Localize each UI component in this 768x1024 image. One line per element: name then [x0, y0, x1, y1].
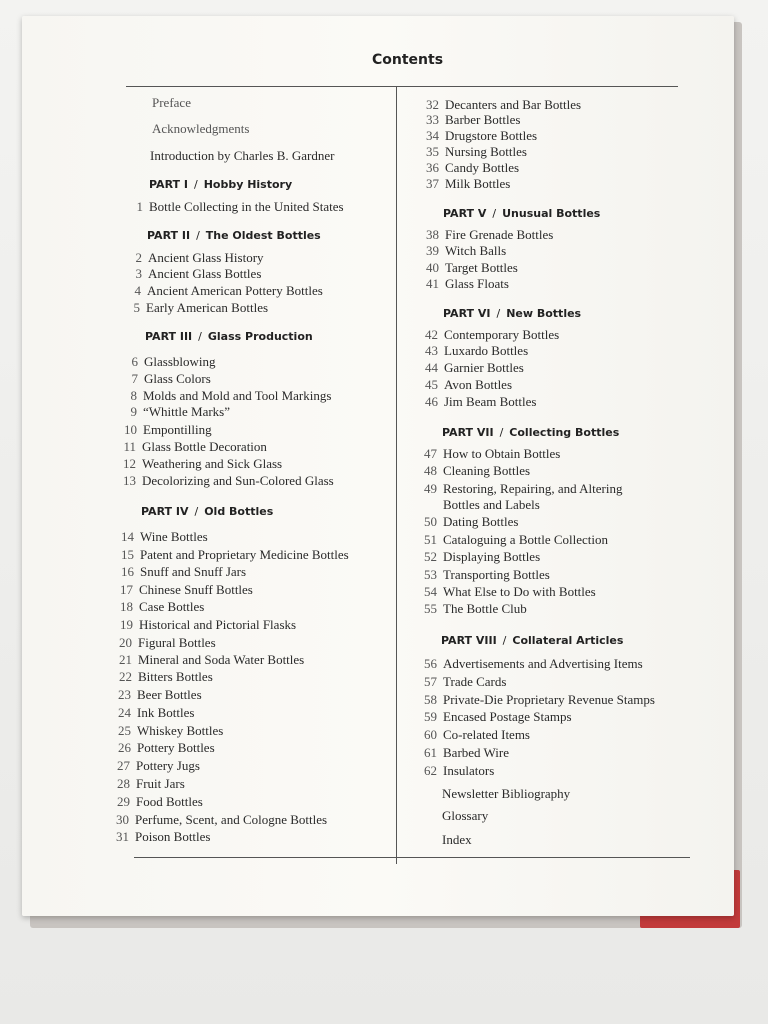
toc-chapter: Bottles and Labels — [443, 497, 540, 512]
toc-chapter: 26 Pottery Bottles — [118, 740, 215, 755]
toc-chapter: 45 Avon Bottles — [425, 377, 513, 392]
toc-chapter: 32 Decanters and Bar Bottles — [426, 97, 582, 112]
toc-chapter: 38 Fire Grenade Bottles — [426, 227, 554, 242]
toc-chapter: 9 “Whittle Marks” — [130, 404, 230, 419]
toc-chapter: 31 Poison Bottles — [116, 829, 211, 844]
part-heading: PART VI / New Bottles — [443, 307, 582, 320]
page-title: Contents — [372, 52, 444, 68]
toc-chapter: 7 Glass Colors — [131, 371, 211, 386]
part-heading: PART III / Glass Production — [145, 330, 313, 343]
toc-chapter: 52 Displaying Bottles — [424, 549, 541, 564]
toc-chapter: 17 Chinese Snuff Bottles — [120, 582, 253, 597]
toc-chapter: 58 Private-Die Proprietary Revenue Stamps — [424, 692, 655, 707]
toc-chapter: 47 How to Obtain Bottles — [424, 446, 561, 461]
toc-chapter: 36 Candy Bottles — [426, 160, 520, 175]
toc-chapter: 34 Drugstore Bottles — [426, 128, 538, 143]
toc-chapter: 19 Historical and Pictorial Flasks — [120, 617, 297, 632]
toc-chapter: 2 Ancient Glass History — [135, 250, 264, 265]
toc-chapter: 11 Glass Bottle Decoration — [123, 439, 267, 454]
toc-front-preface: Preface — [152, 95, 191, 110]
part-heading: PART IV / Old Bottles — [141, 505, 274, 518]
toc-front-introduction: Introduction by Charles B. Gardner — [150, 148, 335, 163]
toc-back-glossary: Glossary — [442, 808, 489, 823]
toc-chapter: 59 Encased Postage Stamps — [424, 709, 572, 724]
toc-chapter: 48 Cleaning Bottles — [424, 463, 531, 478]
toc-chapter: 40 Target Bottles — [426, 260, 518, 275]
toc-chapter: 61 Barbed Wire — [424, 745, 510, 760]
bottom-rule — [134, 857, 690, 858]
toc-chapter: 25 Whiskey Bottles — [118, 723, 224, 738]
toc-chapter: 21 Mineral and Soda Water Bottles — [119, 652, 305, 667]
toc-chapter: 29 Food Bottles — [117, 794, 203, 809]
toc-chapter: 46 Jim Beam Bottles — [425, 394, 537, 409]
toc-chapter: 15 Patent and Proprietary Medicine Bottles — [121, 547, 349, 562]
part-heading: PART V / Unusual Bottles — [443, 207, 601, 220]
toc-chapter: 4 Ancient American Pottery Bottles — [134, 283, 323, 298]
toc-chapter: 33 Barber Bottles — [426, 112, 521, 127]
toc-chapter: 18 Case Bottles — [120, 599, 205, 614]
toc-chapter: 24 Ink Bottles — [118, 705, 195, 720]
toc-chapter: 30 Perfume, Scent, and Cologne Bottles — [116, 812, 328, 827]
toc-chapter: 5 Early American Bottles — [133, 300, 269, 315]
part-heading: PART I / Hobby History — [149, 178, 293, 191]
toc-chapter: 10 Empontilling — [124, 422, 212, 437]
toc-chapter: 43 Luxardo Bottles — [425, 343, 529, 358]
toc-chapter: 62 Insulators — [424, 763, 495, 778]
toc-chapter: 1 Bottle Collecting in the United States — [136, 199, 344, 214]
toc-chapter: 39 Witch Balls — [426, 243, 507, 258]
toc-chapter: 44 Garnier Bottles — [425, 360, 524, 375]
toc-chapter: 51 Cataloguing a Bottle Collection — [424, 532, 609, 547]
toc-chapter: 8 Molds and Mold and Tool Markings — [130, 388, 332, 403]
toc-back-newsletter-bibliography: Newsletter Bibliography — [442, 786, 571, 801]
toc-chapter: 3 Ancient Glass Bottles — [135, 266, 262, 281]
toc-chapter: 20 Figural Bottles — [119, 635, 216, 650]
toc-chapter: 49 Restoring, Repairing, and Altering — [424, 481, 623, 496]
toc-chapter: 54 What Else to Do with Bottles — [424, 584, 596, 599]
toc-chapter: 16 Snuff and Snuff Jars — [121, 564, 247, 579]
toc-chapter: 57 Trade Cards — [424, 674, 507, 689]
part-heading: PART II / The Oldest Bottles — [147, 229, 321, 242]
toc-chapter: 22 Bitters Bottles — [119, 669, 213, 684]
toc-chapter: 53 Transporting Bottles — [424, 567, 550, 582]
toc-chapter: 55 The Bottle Club — [424, 601, 527, 616]
toc-chapter: 27 Pottery Jugs — [117, 758, 200, 773]
toc-chapter: 28 Fruit Jars — [117, 776, 185, 791]
toc-chapter: 35 Nursing Bottles — [426, 144, 527, 159]
toc-chapter: 37 Milk Bottles — [426, 176, 511, 191]
top-rule — [126, 86, 678, 87]
toc-chapter: 41 Glass Floats — [426, 276, 509, 291]
part-heading: PART VIII / Collateral Articles — [441, 634, 624, 647]
part-heading: PART VII / Collecting Bottles — [442, 426, 620, 439]
toc-chapter: 50 Dating Bottles — [424, 514, 519, 529]
toc-chapter: 60 Co-related Items — [424, 727, 530, 742]
toc-chapter: 12 Weathering and Sick Glass — [123, 456, 283, 471]
toc-chapter: 13 Decolorizing and Sun-Colored Glass — [123, 473, 334, 488]
toc-chapter: 23 Beer Bottles — [118, 687, 202, 702]
toc-chapter: 42 Contemporary Bottles — [425, 327, 560, 342]
toc-back-index: Index — [442, 832, 472, 847]
toc-front-acknowledgments: Acknowledgments — [152, 121, 250, 136]
toc-chapter: 6 Glassblowing — [131, 354, 216, 369]
toc-chapter: 14 Wine Bottles — [121, 529, 208, 544]
toc-chapter: 56 Advertisements and Advertising Items — [424, 656, 643, 671]
